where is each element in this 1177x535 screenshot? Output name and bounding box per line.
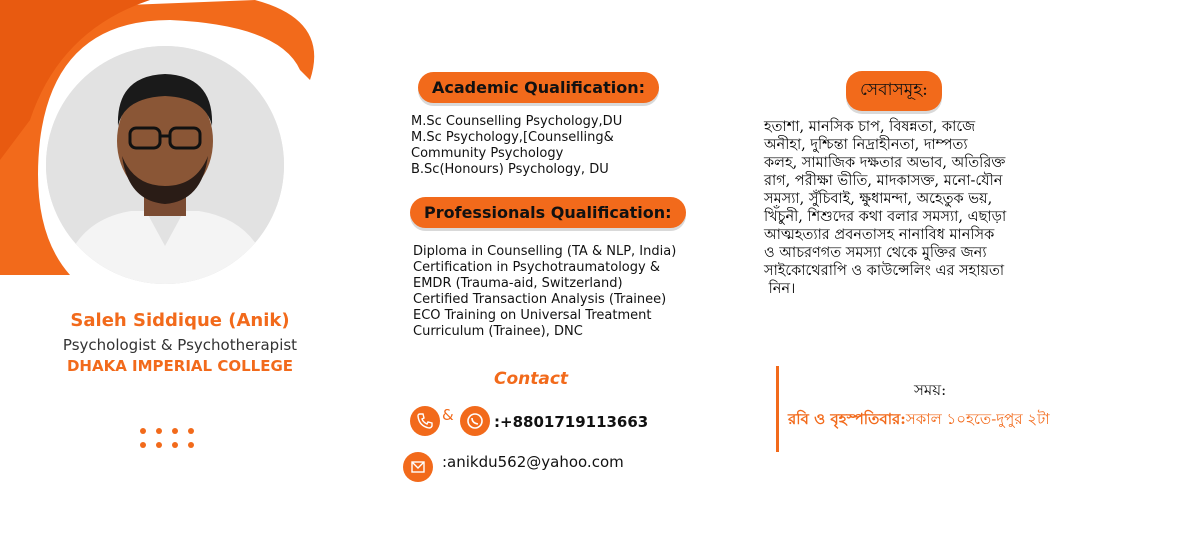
- academic-heading: Academic Qualification:: [418, 72, 659, 103]
- professional-heading: Professionals Qualification:: [410, 197, 686, 228]
- services-text: [764, 118, 1134, 298]
- list-item: Diploma in Counselling (TA & NLP, India): [413, 244, 677, 259]
- list-item: M.Sc Psychology,[Counselling&: [411, 130, 614, 145]
- services-line: রাগ, পরীক্ষা ভীতি, মাদকাসক্ত, মনো-যৌন: [764, 173, 1003, 189]
- email-address[interactable]: :anikdu562@yahoo.com: [442, 453, 624, 471]
- list-item: B.Sc(Honours) Psychology, DU: [411, 162, 609, 177]
- profile-college: DHAKA IMPERIAL COLLEGE: [66, 357, 294, 375]
- list-item: Community Psychology: [411, 146, 564, 161]
- profile-photo: [40, 40, 290, 290]
- services-line: কলহ, সামাজিক দক্ষতার অভাব, অতিরিক্ত: [764, 155, 1006, 171]
- ampersand: &: [442, 406, 454, 424]
- services-line: নিন।: [764, 281, 796, 297]
- services-line: আত্মহত্যার প্রবনতাসহ নানাবিধ মানসিক: [764, 227, 995, 243]
- services-line: খিঁচুনী, শিশুদের কথা বলার সমস্যা, এছাড়া: [764, 209, 1007, 225]
- list-item: Curriculum (Trainee), DNC: [413, 324, 583, 339]
- schedule-time: সকাল ১০হতে-দুপুর ২টা: [905, 410, 1050, 428]
- academic-list: [411, 114, 622, 178]
- phone-number[interactable]: :+8801719113663: [494, 413, 649, 431]
- profile-role: Psychologist & Psychotherapist: [62, 336, 298, 354]
- list-item: EMDR (Trauma-aid, Switzerland): [413, 276, 623, 291]
- email-icon: [403, 452, 433, 482]
- phone-icon: [410, 406, 440, 436]
- list-item: Certified Transaction Analysis (Trainee): [413, 292, 667, 307]
- services-line: সমস্যা, সুঁচিবাই, ক্ষুধামন্দা, অহেতুক ভয়,: [764, 191, 993, 207]
- schedule-label: সময়:: [914, 381, 947, 399]
- professional-list: [413, 244, 676, 340]
- contact-heading: Contact: [494, 369, 569, 389]
- schedule-divider: [776, 366, 779, 452]
- services-line: অনীহা, দুশ্চিন্তা নিদ্রাহীনতা, দাম্পত্য: [764, 137, 968, 153]
- schedule-text: [788, 408, 1050, 433]
- list-item: ECO Training on Universal Treatment: [413, 308, 652, 323]
- whatsapp-icon: [460, 406, 490, 436]
- list-item: M.Sc Counselling Psychology,DU: [411, 114, 623, 129]
- services-line: সাইকোথেরাপি ও কাউন্সেলিং এর সহায়তা: [764, 263, 1005, 279]
- services-heading: সেবাসমূহ:: [846, 71, 942, 111]
- list-item: Certification in Psychotraumatology &: [413, 260, 660, 275]
- profile-name: Saleh Siddique (Anik): [70, 310, 290, 331]
- schedule-days: রবি ও বৃহস্পতিবার:: [788, 410, 906, 428]
- services-line: ও আচরণগত সমস্যা থেকে মুক্তির জন্য: [764, 245, 987, 261]
- services-line: হতাশা, মানসিক চাপ, বিষন্নতা, কাজে: [764, 119, 976, 135]
- decorative-dots: [140, 428, 200, 448]
